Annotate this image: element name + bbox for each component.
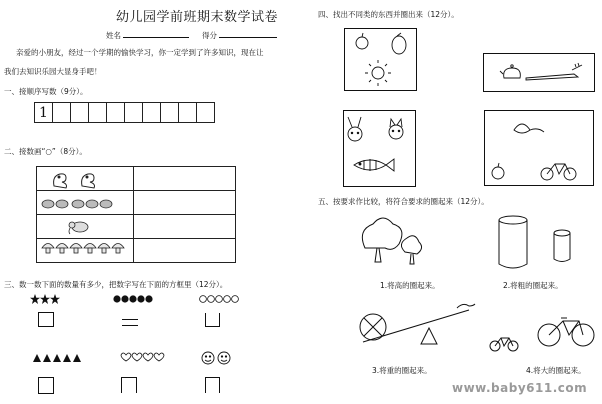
elephant-illustration [69,222,88,234]
grid-cell [197,103,215,123]
page-title: 幼儿园学前班期末数学试卷 [116,10,279,25]
name-field [123,29,189,38]
dot-icon [113,295,152,302]
section-3-heading: 三、数一数下面的数量有多少，把数字写在下面的方框里（12分）。 [4,280,228,289]
grid-row [35,103,215,123]
answer-box [121,377,137,393]
answer-cell [134,167,236,191]
answer-line [122,325,138,326]
seesaw-icon [360,304,475,344]
answer-box [205,377,220,393]
fish-icon [354,159,394,171]
leaf-icon [514,124,544,133]
grid-cell [53,103,71,123]
grid-cell [71,103,89,123]
grid-cell [89,103,107,123]
answer-box [205,313,220,327]
section-5-heading: 五、按要求作比较，将符合要求的圈起来（12分）。 [318,197,489,206]
answer-cell [134,239,236,263]
answer-cell [134,191,236,215]
fruit-icon [492,163,504,179]
section-1-heading: 一、接顺序写数（9分）。 [4,87,88,96]
section-2-pictures [40,168,130,260]
teapot-icon [500,65,520,78]
answer-box [38,312,54,327]
smiley-icon [200,296,239,303]
grid-cell [179,103,197,123]
bicycle-icon [541,164,576,180]
answer-cell [134,215,236,239]
knife-icon [526,74,578,80]
caption-2: 2.将粗的圈起来。 [503,281,563,290]
caption-1: 1.将高的圈起来。 [380,281,440,290]
grid-cell [125,103,143,123]
star-icon [30,294,60,304]
face-icon [202,352,230,364]
rabbit-icon [348,117,362,141]
heart-icon [121,353,164,361]
intro-line-1: 亲爱的小朋友，经过一个学期的愉快学习，你一定学到了许多知识，现在让 [16,48,264,57]
caption-3: 3.将重的圈起来。 [372,366,432,375]
name-label: 姓名 [106,31,121,40]
watermark: www.baby611.com [452,381,588,395]
answer-box [38,377,54,394]
score-line [202,29,277,40]
grid-cell [107,103,125,123]
cylinder-icon [499,216,570,268]
section-2-heading: 二、接数画“○”（8分）。 [4,147,87,156]
section-4-heading: 四、找出不同类的东西并圈出来（12分）。 [318,10,459,19]
bicycle-icon [490,318,594,351]
intro-line-2: 我们去知识乐园大显身手吧！ [4,67,102,76]
eggplant-icon [392,33,406,54]
score-field [219,29,277,38]
number-sequence-grid [34,102,215,123]
dinosaur-illustration [54,174,95,188]
sun-icon [365,60,391,86]
mushroom-illustration [42,244,124,254]
name-line [106,29,189,40]
answer-line [122,319,138,320]
grid-cell [143,103,161,123]
fox-icon [389,119,403,139]
apple-icon [356,33,368,49]
mouse-illustration [42,200,112,208]
caption-4: 4.将大的圈起来。 [526,366,586,375]
triangle-icon [33,354,81,362]
toothbrush-icon [572,63,582,70]
grid-cell [161,103,179,123]
grid-cell-first: 1 [35,103,53,123]
section-4-pictures [340,26,600,190]
score-label: 得分 [202,31,217,40]
tree-icon [362,218,421,264]
